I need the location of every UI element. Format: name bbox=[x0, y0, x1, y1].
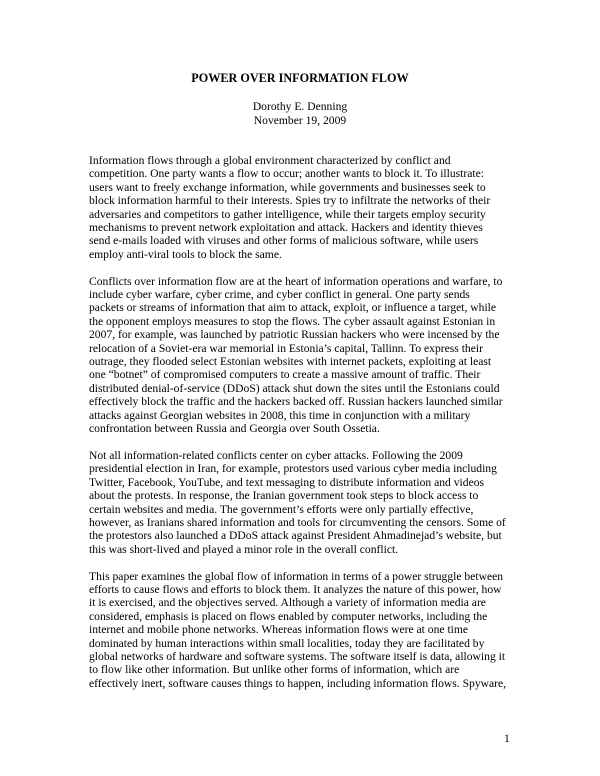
text-line: Information flows through a global environment characterized by conflict and bbox=[89, 154, 451, 167]
text-line: attacks against Georgian websites in 2008, this time in conjunction with a military bbox=[89, 408, 471, 422]
text-line: the opponent employs measures to stop the flows. The cyber assault against Estonian in bbox=[89, 314, 496, 328]
text-line: block information harmful to their interests. Spies try to infiltrate the networks of their bbox=[89, 194, 491, 208]
text-line: effectively block the traffic and the hackers backed off. Russian hackers launched similar bbox=[89, 395, 503, 409]
text-line: Twitter, Facebook, YouTube, and text messaging to distribute information and videos bbox=[89, 475, 485, 489]
text-line: considered, emphasis is placed on flows enabled by computer networks, including the bbox=[89, 609, 488, 623]
text-line: about the protests. In response, the Iranian government took steps to block access to bbox=[89, 489, 479, 503]
text-line: users want to freely exchange information, while governments and businesses seek to bbox=[89, 180, 486, 194]
paragraph bbox=[89, 570, 517, 691]
text-line: adversaries and competitors to gather intelligence, while their targets employ security bbox=[89, 207, 486, 221]
text-line: efforts to cause flows and efforts to block them. It analyzes the nature of this power, how bbox=[89, 582, 502, 596]
text-line: this was short-lived and played a minor role in the overall conflict. bbox=[89, 542, 399, 556]
text-line: competition. One party wants a flow to occur; another wants to block it. To illustrate: bbox=[89, 167, 485, 181]
text-line: outrage, they flooded select Estonian websites with internet packets, exploiting at least bbox=[89, 355, 492, 369]
document-title: POWER OVER INFORMATION FLOW bbox=[191, 71, 409, 85]
document-body bbox=[89, 154, 517, 704]
text-line: however, as Iranians shared information and tools for circumventing the censors. Some of bbox=[89, 515, 506, 529]
author-name: Dorothy E. Denning bbox=[252, 100, 348, 113]
paragraph bbox=[89, 275, 517, 436]
text-line: include cyber warfare, cyber crime, and cyber conflict in general. One party sends bbox=[89, 288, 470, 302]
text-line: packets or streams of information that aim to attack, exploit, or influence a target, while bbox=[89, 301, 497, 315]
text-line: This paper examines the global flow of information in terms of a power struggle between bbox=[89, 569, 504, 583]
text-line: global networks of hardware and software systems. The software itself is data, allowing it bbox=[89, 649, 506, 663]
text-line: employ anti-viral tools to block the same. bbox=[89, 247, 282, 261]
text-line: it is exercised, and the objectives served. Although a variety of information media are bbox=[89, 596, 486, 610]
text-line: distributed denial-of-service (DDoS) attack shut down the sites until the Estonians could bbox=[89, 381, 500, 395]
text-line: the protestors also launched a DDoS attack against President Ahmadinejad’s website, but bbox=[89, 529, 502, 543]
text-line: internet and mobile phone networks. Whereas information flows were at one time bbox=[89, 623, 469, 637]
text-line: presidential election in Iran, for example, protestors used various cyber media including bbox=[89, 462, 497, 476]
text-line: relocation of a Soviet-era war memorial in Estonia’s capital, Tallinn. To express their bbox=[89, 341, 483, 355]
paragraph bbox=[89, 154, 517, 261]
text-line: one “botnet” of compromised computers to create a massive amount of traffic. Their bbox=[89, 368, 481, 382]
text-line: to flow like other information. But unlike other forms of information, which are bbox=[89, 663, 460, 677]
text-line: confrontation between Russia and Georgia over South Ossetia. bbox=[89, 422, 380, 436]
text-line: certain websites and media. The government’s efforts were only partially effective, bbox=[89, 502, 474, 516]
page-number: 1 bbox=[504, 732, 510, 745]
text-line: mechanisms to prevent network exploitation and attack. Hackers and identity thieves bbox=[89, 221, 483, 235]
text-line: Conflicts over information flow are at the heart of information operations and warfare, to bbox=[89, 274, 503, 288]
document-date: November 19, 2009 bbox=[253, 114, 347, 127]
text-line: send e-mails loaded with viruses and other forms of malicious software, while users bbox=[89, 234, 479, 248]
paragraph bbox=[89, 449, 517, 556]
text-line: effectively inert, software causes things to happen, including information flows. Spyware, bbox=[89, 676, 507, 690]
text-line: dominated by human interactions within small localities, today they are facilitated by bbox=[89, 636, 485, 650]
text-line: 2007, for example, was launched by patriotic Russian hackers who were incensed by the bbox=[89, 328, 500, 342]
text-line: Not all information-related conflicts center on cyber attacks. Following the 2009 bbox=[89, 448, 463, 462]
